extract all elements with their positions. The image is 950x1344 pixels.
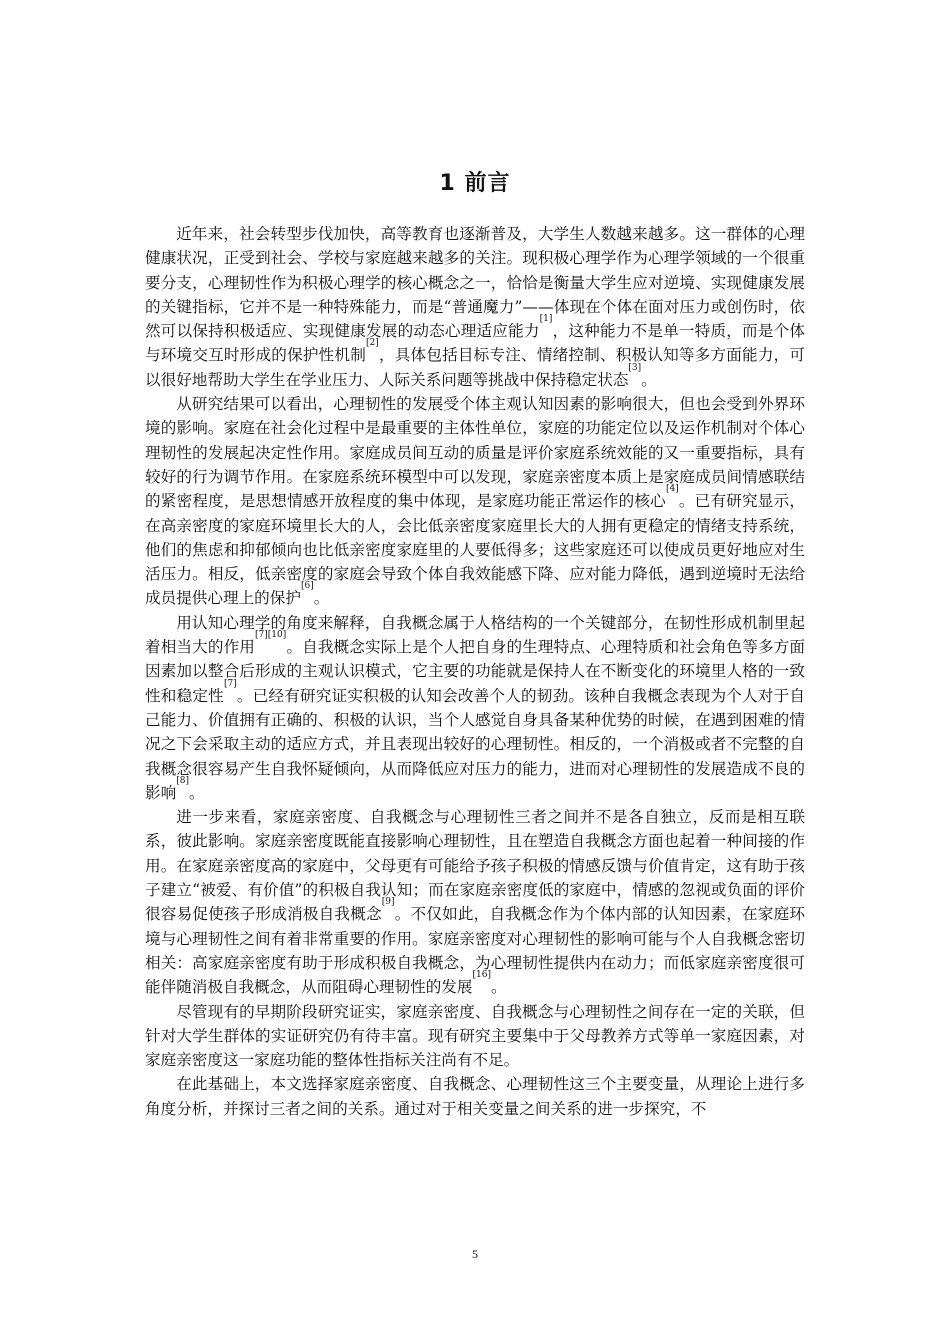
paragraph-text: 在此基础上，本文选择家庭亲密度、自我概念、心理韧性这三个主要变量，从理论上进行多角度分析，并探讨三者之间的关系。通过对于相关变量之间关系的进一步探究，不 bbox=[145, 1075, 805, 1118]
paragraph-text: 进一步来看，家庭亲密度、自我概念与心理韧性三者之间并不是各自独立，反而是相互联系，彼此影响。家庭亲密度既能直接影响心理韧性，且在塑造自我概念方面也起着一种间接的作用。在家庭亲密度高的家庭中，父母更有可能给予孩子积极的情感反馈与价值肯定，这有助于孩子建立“被爱、有价值”的积极自我认知；而在家庭亲密度低的家庭中，情感的忽视或负面的评价很容易促使孩子形成消极自我概念 bbox=[145, 808, 805, 924]
citation-ref: [7] bbox=[223, 678, 237, 689]
citation-ref: [2] bbox=[366, 338, 379, 349]
body-text bbox=[145, 222, 805, 1121]
paragraph-text: 用认知心理学的角度来解释，自我概念属于人格结构的一个关键部分，在韧性形成机制里起着相当大的作用 bbox=[145, 613, 805, 657]
page-number: 5 bbox=[472, 1247, 478, 1261]
citation-ref: [6] bbox=[300, 581, 314, 592]
paragraph-text: 尽管现有的早期阶段研究证实，家庭亲密度、自我概念与心理韧性之间存在一定的关联，但针对大学生群体的实证研究仍有待丰富。现有研究主要集中于父母教养方式等单一家庭因素，对家庭亲密度这一家庭功能的整体性指标关注尚有不足。 bbox=[145, 1002, 805, 1070]
paragraph-text: 。 bbox=[188, 783, 205, 802]
paragraph-text: 。 bbox=[490, 978, 507, 997]
paragraph-text: 。不仅如此，自我概念作为个体内部的认知因素，在家庭环境与心理韧性之间有着非常重要的作用。家庭亲密度对心理韧性的影响可能与个人自我概念密切相关：高家庭亲密度有助于形成积极自我概念，为心理韧性提供内在动力；而低家庭亲密度很可能伴随消极自我概念，从而阻碍心理韧性的发展 bbox=[145, 905, 805, 997]
citation-ref: [16] bbox=[472, 970, 491, 981]
paragraph-text: 。已有研究显示，在高亲密度的家庭环境里长大的人，会比低亲密度家庭里长大的人拥有更稳定的情绪支持系统，他们的焦虑和抑郁倾向也比低亲密度家庭里的人要低得多；这些家庭还可以使成员更好地应对生活压力。相反，低亲密度的家庭会导致个体自我效能感下降、应对能力降低，遇到逆境时无法给成员提供心理上的保护 bbox=[145, 492, 805, 608]
citation-ref: [1] bbox=[539, 314, 553, 325]
paragraph-text: 。 bbox=[641, 370, 657, 389]
paragraph bbox=[145, 1072, 805, 1121]
citation-ref: [7][10] bbox=[255, 630, 287, 641]
citation-ref: [9] bbox=[381, 897, 395, 908]
paragraph-text: 。 bbox=[313, 589, 330, 608]
paragraph bbox=[145, 805, 805, 999]
paragraph bbox=[145, 611, 805, 805]
paragraph bbox=[145, 392, 805, 611]
paragraph-text: ，这种能力不是单一特质，而是个体与环境交互时形成的保护性机制 bbox=[145, 322, 805, 365]
paragraph-text: 。自我概念实际上是个人把自身的生理特点、心理特质和社会角色等多方面因素加以整合后形成的主观认识模式，它主要的功能就是保持人在不断变化的环境里人格的一致性和稳定性 bbox=[145, 638, 805, 705]
section-title: 1 前言 bbox=[439, 171, 511, 196]
paragraph-text: ，具体包括目标专注、情绪控制、积极认知等多方面能力，可以很好地帮助大学生在学业压力、人际关系问题等挑战中保持稳定状态 bbox=[145, 346, 805, 389]
citation-ref: [4] bbox=[665, 484, 679, 495]
citation-ref: [3] bbox=[628, 362, 642, 373]
paragraph-text: 。已经有研究证实积极的认知会改善个人的韧劲。该种自我概念表现为个人对于自己能力、价值拥有正确的、积极的认识，当个人感觉自身具备某种优势的时候，在遇到困难的情况之下会采取主动的适应方式，并且表现出较好的心理韧性。相反的，一个消极或者不完整的自我概念很容易产生自我怀疑倾向，从而降低应对压力的能力，进而对心理韧性的发展造成不良的影响 bbox=[145, 686, 805, 802]
paragraph-text: 近年来，社会转型步伐加快，高等教育也逐渐普及，大学生人数越来越多。这一群体的心理健康状况，正受到社会、学校与家庭越来越多的关注。现积极心理学作为心理学领域的一个很重要分支，心理韧性作为积极心理学的核心概念之一，恰恰是衡量大学生应对逆境、实现健康发展的关键指标，它并不是一种特殊能力，而是“普通魔力”——体现在个体在面对压力或创伤时，依然可以保持积极适应、实现健康发展的动态心理适应能力 bbox=[145, 225, 805, 341]
citation-ref: [8] bbox=[176, 775, 189, 786]
paragraph bbox=[145, 1000, 805, 1073]
paragraph bbox=[145, 222, 805, 392]
paragraph-text: 从研究结果可以看出，心理韧性的发展受个体主观认知因素的影响很大，但也会受到外界环境的影响。家庭在社会化过程中是最重要的主体性单位，家庭的功能定位以及运作机制对个体心理韧性的发展起决定性作用。家庭成员间互动的质量是评价家庭系统效能的又一重要指标，具有较好的行为调节作用。在家庭系统环模型中可以发现，家庭亲密度本质上是家庭成员间情感联结的紧密程度，是思想情感开放程度的集中体现，是家庭功能正常运作的核心 bbox=[145, 395, 805, 511]
